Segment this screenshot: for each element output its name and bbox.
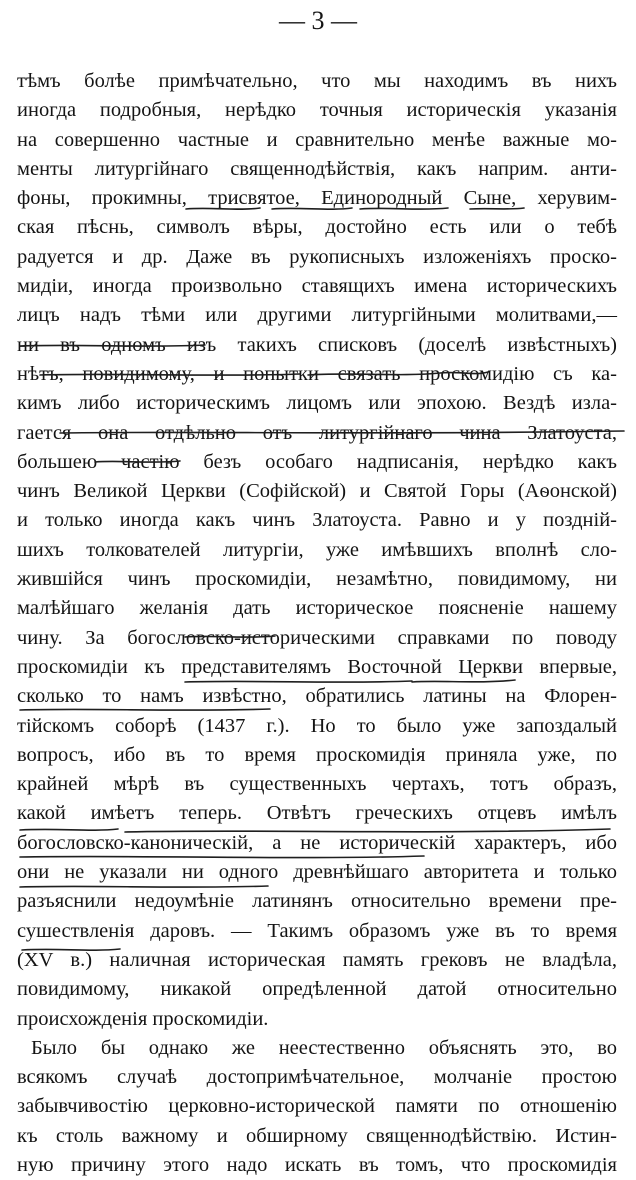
text-line: фоны, прокимны, трисвятое, Единородный Сыне, херувим-: [17, 187, 617, 210]
text-line: проскомидіи къ представителямъ Восточной Церкви впервые,: [17, 655, 617, 678]
text-line: всякомъ случаѣ достопримѣчательное, молчаніе простою: [17, 1066, 617, 1089]
text-line: на совершенно частные и сравнительно менѣе важные мо-: [17, 128, 617, 151]
text-line: мидіи, иногда произвольно ставящихъ имена историческихъ: [17, 275, 617, 298]
text-line: шихъ толкователей литургіи, уже имѣвшихъ вполнѣ сло-: [17, 538, 617, 561]
page-number: — 3 —: [279, 6, 357, 35]
text-line: тійскомъ соборѣ (1437 г.). Но то было уже запоздалый: [17, 714, 617, 737]
text-line: сколько то намъ извѣстно, обратились латины на Флорен-: [17, 685, 617, 708]
text-line: разъяснили недоумѣніе латинянъ относительно времени пре-: [17, 890, 617, 913]
text-line: жившійся чинъ проскомидіи, незамѣтно, повидимому, ни: [17, 568, 617, 591]
text-line: нѣтъ, повидимому, и попытки связать проскомидію съ ка-: [17, 362, 617, 385]
text-line: лицъ надъ тѣми или другими литургійными молитвами,—: [17, 304, 617, 327]
text-line: какой имѣетъ теперь. Отвѣтъ греческихъ отцевъ имѣлъ: [17, 802, 617, 825]
text-line: чину. За богословско-историческими справками по поводу: [17, 626, 617, 649]
text-line: богословско-каноническій, а не историческій характеръ, ибо: [17, 831, 617, 854]
text-line: (XV в.) наличная историческая память грековъ не владѣла,: [17, 948, 617, 971]
text-line: менты литургійнаго священнодѣйствія, какъ наприм. анти-: [17, 157, 617, 180]
text-line: и только иногда какъ чинъ Златоуста. Равно и у поздній-: [17, 509, 617, 532]
text-line: кимъ либо историческимъ лицомъ или эпохою. Вездѣ изла-: [17, 392, 617, 415]
body-text: [17, 67, 617, 1180]
text-line: ную причину этого надо искать въ томъ, что проскомидія: [17, 1153, 617, 1176]
text-line: гается она отдѣльно отъ литургійнаго чина Златоуста,: [17, 421, 617, 444]
text-line: тѣмъ болѣе примѣчательно, что мы находимъ въ нихъ: [17, 70, 617, 92]
text-line: ская пѣснь, символъ вѣры, достойно есть или о тебѣ: [17, 216, 617, 239]
text-line: радуется и др. Даже въ рукописныхъ изложеніяхъ проско-: [17, 245, 617, 268]
text-line: забывчивостію церковно-исторической памяти по отношенію: [17, 1095, 617, 1118]
text-line: крайней мѣрѣ въ существенныхъ чертахъ, тотъ образъ,: [17, 773, 617, 796]
text-line: сушествленія даровъ. — Такимъ образомъ уже въ то время: [17, 919, 617, 942]
text-line: чинъ Великой Церкви (Софійской) и Святой Горы (Аѳонской): [17, 480, 617, 503]
text-line: малѣйшаго желанія дать историческое поясненіе нашему: [17, 597, 617, 620]
text-line: иногда подробныя, нерѣдко точныя историческія указанія: [17, 99, 617, 122]
paragraph-end-line: происхожденія проскомидіи.: [17, 1007, 269, 1030]
text-line: ни въ одномъ изъ такихъ списковъ (доселѣ извѣстныхъ): [17, 333, 617, 356]
paragraph-start-line: Было бы однако же неестественно объяснять это, во: [31, 1036, 617, 1059]
text-line: вопросъ, ибо въ то время проскомидія приняла уже, по: [17, 743, 617, 766]
text-line: повидимому, никакой опредѣленной датой относительно: [17, 978, 617, 1001]
text-line: къ столь важному и обширному священнодѣйствію. Истин-: [17, 1124, 617, 1147]
text-line: большею частію безъ особаго надписанія, нерѣдко какъ: [17, 450, 617, 473]
text-line: они не указали ни одного древнѣйшаго авторитета и только: [17, 861, 617, 884]
